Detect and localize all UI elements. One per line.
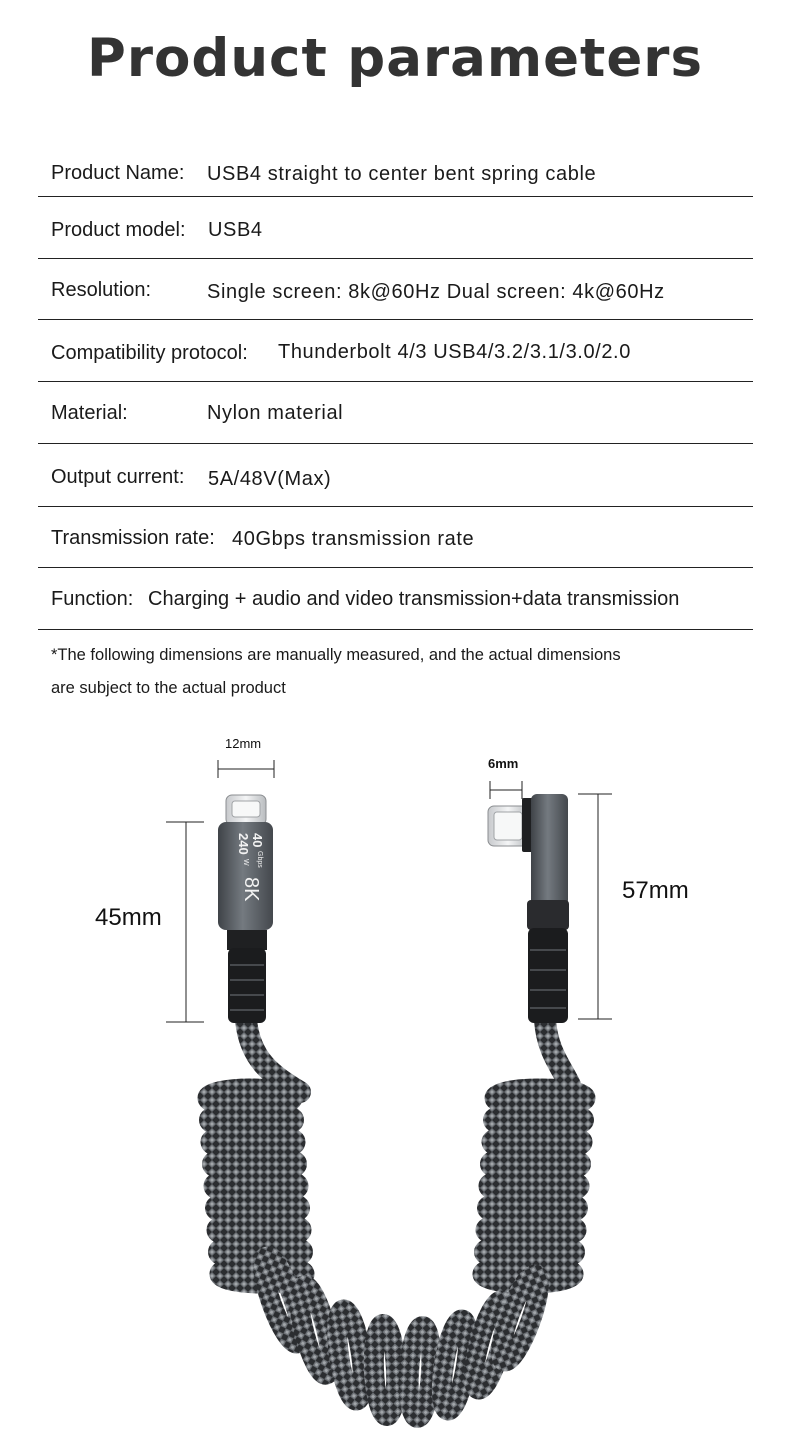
coil-loops xyxy=(208,1089,585,1419)
param-label: Compatibility protocol: xyxy=(51,342,248,364)
resolution-print: 8K xyxy=(240,877,262,902)
param-label: Product model: xyxy=(51,219,186,241)
bent-usb-c-connector xyxy=(488,794,569,1023)
param-value: Charging + audio and video transmission+data transmission xyxy=(148,588,680,610)
power-unit-print: W xyxy=(242,859,249,866)
param-label: Product Name: xyxy=(51,162,185,184)
param-value: Nylon material xyxy=(207,402,344,424)
speed-unit-print: Gbps xyxy=(256,851,263,868)
power-print: 240 xyxy=(236,833,251,855)
coil-loop-bottom xyxy=(332,1308,367,1402)
coil-loop-bottom xyxy=(406,1325,433,1418)
param-value: Single screen: 8k@60Hz Dual screen: 4k@60Hz xyxy=(207,281,665,303)
param-label: Material: xyxy=(51,402,128,424)
param-label: Function: xyxy=(51,588,134,610)
param-label: Resolution: xyxy=(51,279,152,301)
page-title: Product parameters xyxy=(86,28,703,89)
connector-print xyxy=(225,829,265,921)
note-line-2: are subject to the actual product xyxy=(51,679,286,697)
dimension-12mm: 12mm xyxy=(225,736,262,751)
speed-print: 40 xyxy=(250,833,265,848)
note-line-1: *The following dimensions are manually measured, and the actual dimensions xyxy=(51,646,621,664)
dimension-6mm: 6mm xyxy=(488,756,519,771)
param-label: Output current: xyxy=(51,466,185,488)
param-label: Transmission rate: xyxy=(51,527,215,549)
param-value: Thunderbolt 4/3 USB4/3.2/3.1/3.0/2.0 xyxy=(278,341,631,363)
param-value: USB4 straight to center bent spring cable xyxy=(207,163,597,185)
param-value: USB4 xyxy=(208,219,263,241)
param-value: 40Gbps transmission rate xyxy=(232,528,475,550)
coil-loop-bottom xyxy=(372,1324,398,1417)
dimension-57mm: 57mm xyxy=(622,877,689,904)
param-value: 5A/48V(Max) xyxy=(208,468,332,490)
dimension-45mm: 45mm xyxy=(95,904,162,931)
